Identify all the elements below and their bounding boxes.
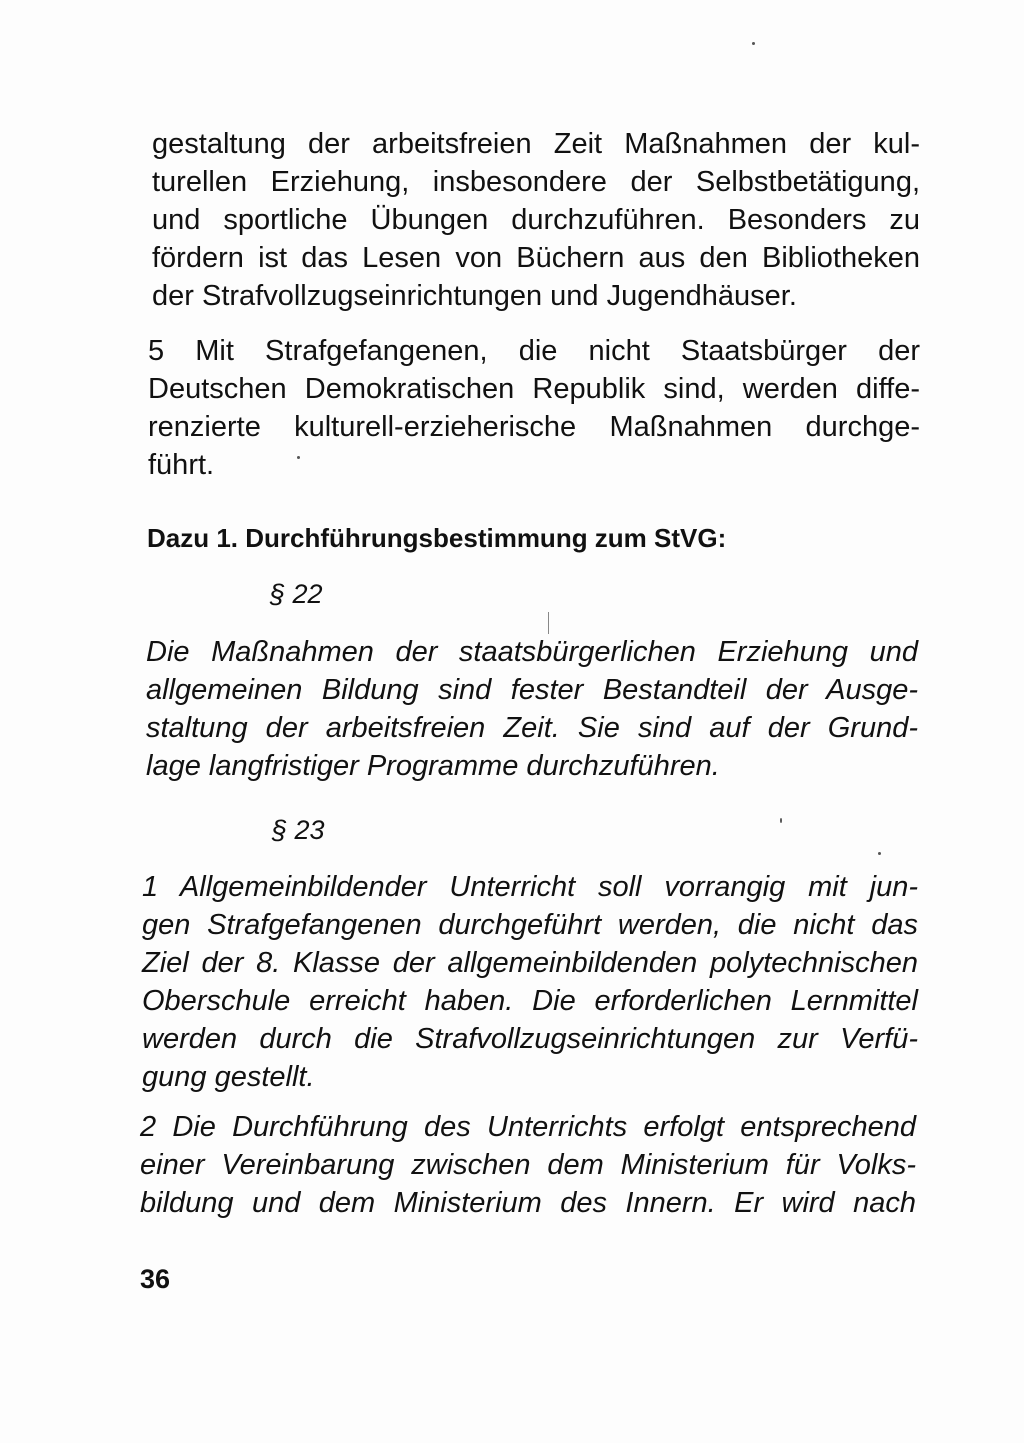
text-line: führt. (148, 449, 215, 481)
text-line: Deutschen Demokratischen Republik sind, werden diffe- (148, 373, 920, 405)
text-line: 2 Die Durchführung des Unterrichts erfolgt entsprechend (140, 1111, 916, 1143)
text-line: 5 Mit Strafgefangenen, die nicht Staatsbürger der (148, 335, 920, 367)
text-line: gung gestellt. (142, 1061, 315, 1093)
text-line: 1 Allgemeinbildender Unterricht soll vorrangig mit jun- (142, 871, 918, 903)
scan-speck (780, 818, 782, 823)
scan-speck (752, 42, 755, 45)
text-line: lage langfristiger Programme durchzuführen. (146, 750, 720, 782)
text-line: staltung der arbeitsfreien Zeit. Sie sind auf der Grund- (146, 712, 918, 744)
text-line: turellen Erziehung, insbesondere der Selbstbetätigung, (152, 166, 920, 198)
section-heading: Dazu 1. Durchführungsbestimmung zum StVG: (147, 523, 727, 553)
text-line: der Strafvollzugseinrichtungen und Jugendhäuser. (152, 280, 797, 312)
scan-speck (297, 456, 300, 459)
page-number: 36 (140, 1264, 171, 1294)
text-line: gestaltung der arbeitsfreien Zeit Maßnahmen der kul- (152, 128, 920, 160)
text-line: Die Maßnahmen der staatsbürgerlichen Erziehung und (146, 636, 918, 668)
text-line: Ziel der 8. Klasse der allgemeinbildenden polytechnischen (142, 947, 918, 979)
text-line: fördern ist das Lesen von Büchern aus den Bibliotheken (152, 242, 920, 274)
paragraph-title-23: § 23 (272, 815, 325, 845)
text-line: gen Strafgefangenen durchgeführt werden, die nicht das (142, 909, 918, 941)
text-line: allgemeinen Bildung sind fester Bestandteil der Ausge- (146, 674, 918, 706)
scan-speck (548, 612, 549, 634)
text-line: einer Vereinbarung zwischen dem Ministerium für Volks- (140, 1149, 916, 1181)
text-line: Oberschule erreicht haben. Die erforderlichen Lernmittel (142, 985, 918, 1017)
text-line: und sportliche Übungen durchzuführen. Besonders zu (152, 204, 920, 236)
scan-speck (878, 852, 881, 855)
paragraph-title-22: § 22 (270, 579, 323, 609)
text-line: werden durch die Strafvollzugseinrichtungen zur Verfü- (142, 1023, 918, 1055)
text-line: renzierte kulturell-erzieherische Maßnahmen durchge- (148, 411, 920, 443)
text-line: bildung und dem Ministerium des Innern. Er wird nach (140, 1187, 916, 1219)
